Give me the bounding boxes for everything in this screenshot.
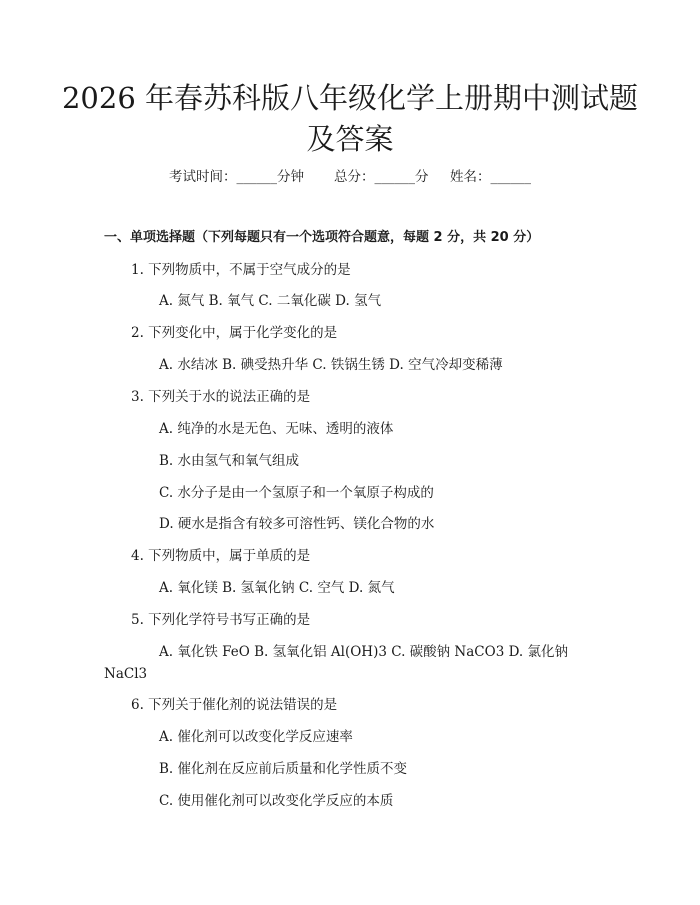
document-title-line-2: 及答案 <box>306 122 394 156</box>
question-1-stem: 1. 下列物质中，不属于空气成分的是 <box>131 262 351 278</box>
question-3-option-c: C. 水分子是由一个氢原子和一个氧原子构成的 <box>159 485 434 501</box>
question-6-option-c: C. 使用催化剂可以改变化学反应的本质 <box>159 793 394 809</box>
total-score-label: 总分： <box>334 169 375 185</box>
question-1-options: A. 氮气 B. 氧气 C. 二氧化碳 D. 氢气 <box>159 293 382 309</box>
question-4-options: A. 氧化镁 B. 氢氧化钠 C. 空气 D. 氮气 <box>159 580 395 596</box>
question-3-option-d: D. 硬水是指含有较多可溶性钙、镁化合物的水 <box>159 516 435 532</box>
question-5-options: A. 氧化铁 FeO B. 氢氧化铝 Al(OH)3 C. 碳酸钠 NaCO3 D. 氯化钠 <box>159 644 569 660</box>
question-2-stem: 2. 下列变化中，属于化学变化的是 <box>131 325 338 341</box>
document-title-line-1: 2026 年春苏科版八年级化学上册期中测试题 <box>61 81 639 115</box>
question-6-option-b: B. 催化剂在反应前后质量和化学性质不变 <box>159 761 408 777</box>
question-6-option-a: A. 催化剂可以改变化学反应速率 <box>159 729 353 745</box>
total-score-blank: ______ <box>374 169 416 185</box>
question-3-stem: 3. 下列关于水的说法正确的是 <box>131 389 311 405</box>
total-score-unit: 分 <box>415 169 429 185</box>
question-4-stem: 4. 下列物质中，属于单质的是 <box>131 548 311 564</box>
exam-time-unit: 分钟 <box>276 169 304 185</box>
question-5-stem: 5. 下列化学符号书写正确的是 <box>131 612 311 628</box>
question-3-option-b: B. 水由氢气和氧气组成 <box>159 453 300 469</box>
student-name-blank: ______ <box>490 169 531 185</box>
question-3-option-a: A. 纯净的水是无色、无味、透明的液体 <box>159 421 394 437</box>
question-2-options: A. 水结冰 B. 碘受热升华 C. 铁锅生锈 D. 空气冷却变稀薄 <box>159 357 503 373</box>
section-heading-single-choice: 一、单项选择题（下列每题只有一个选项符合题意，每题 2 分，共 20 分） <box>104 230 540 245</box>
exam-info-line <box>0 167 700 187</box>
question-5-options-continued: NaCl3 <box>104 666 148 682</box>
exam-time-label: 考试时间： <box>168 169 237 185</box>
question-6-stem: 6. 下列关于催化剂的说法错误的是 <box>131 697 338 713</box>
exam-time-blank: ______ <box>236 169 277 185</box>
student-name-label: 姓名： <box>450 169 491 185</box>
